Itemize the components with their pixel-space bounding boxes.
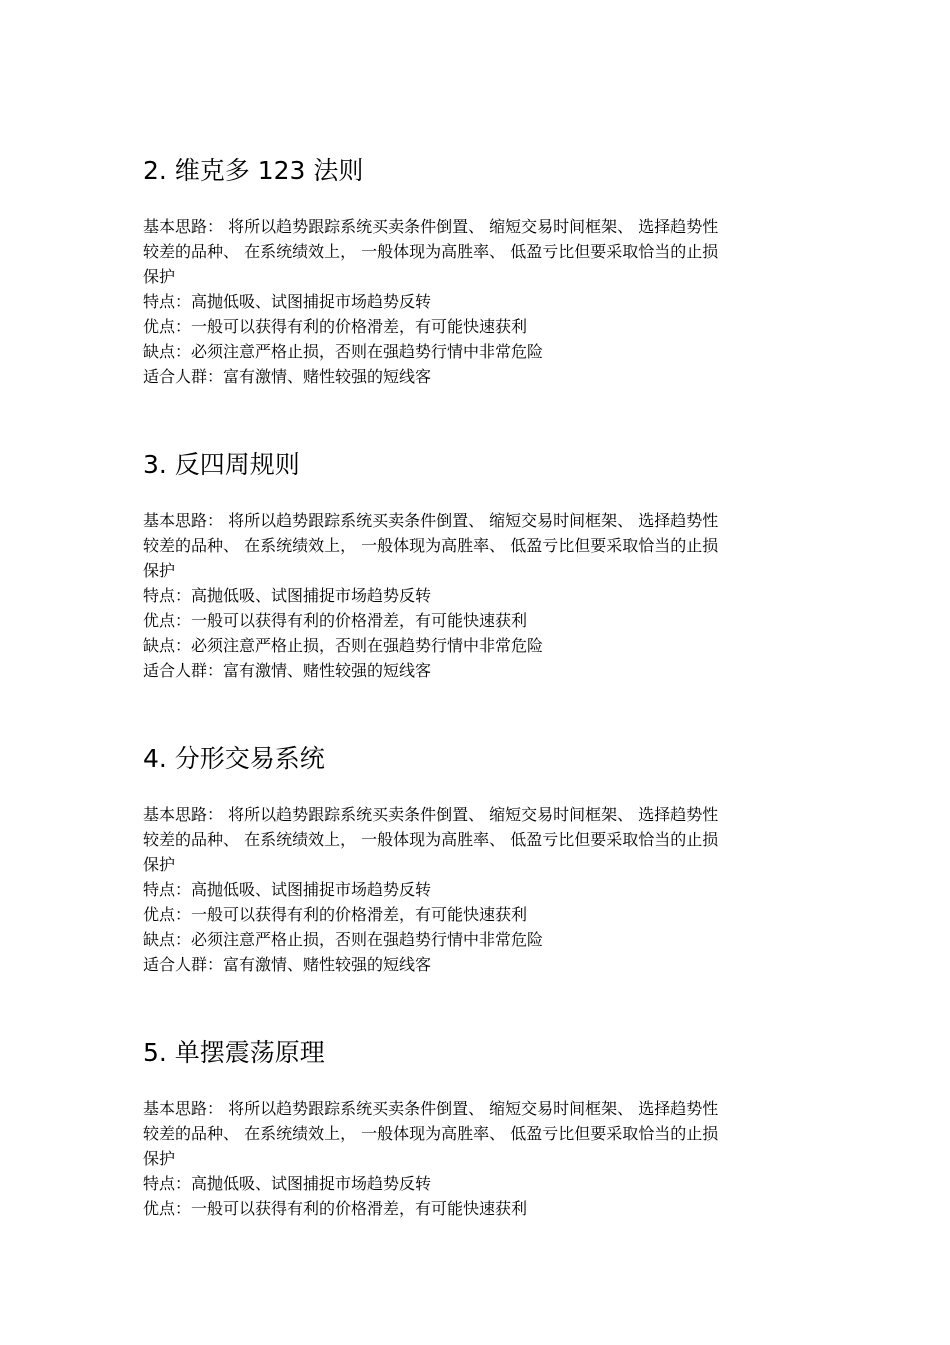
advantage-line: 优点：一般可以获得有利的价格滑差，有可能快速获利 [143,611,528,630]
basic-idea-line-2: 较差的品种、 在系统绩效上， 一般体现为高胜率、 低盈亏比但要采取恰当的止损 [143,536,719,555]
feature-line: 特点：高抛低吸、试图捕捉市场趋势反转 [143,292,432,311]
section-title: 5. 单摆震荡原理 [143,1038,325,1067]
section-body [143,1096,823,1221]
section-title: 2. 维克多 123 法则 [143,156,364,185]
section-fractal-system [143,744,823,977]
basic-idea-line-2: 较差的品种、 在系统绩效上， 一般体现为高胜率、 低盈亏比但要采取恰当的止损 [143,1124,719,1143]
advantage-line: 优点：一般可以获得有利的价格滑差，有可能快速获利 [143,317,528,336]
audience-line: 适合人群：富有激情、赌性较强的短线客 [143,367,432,386]
section-body [143,802,823,977]
basic-idea-line-3: 保护 [143,855,176,874]
basic-idea-line-2: 较差的品种、 在系统绩效上， 一般体现为高胜率、 低盈亏比但要采取恰当的止损 [143,242,719,261]
section-title: 3. 反四周规则 [143,450,300,479]
section-reverse-four-week [143,450,823,683]
basic-idea-line-1: 基本思路： 将所以趋势跟踪系统买卖条件倒置、 缩短交易时间框架、 选择趋势性 [143,511,719,530]
disadvantage-line: 缺点：必须注意严格止损，否则在强趋势行情中非常危险 [143,342,544,361]
feature-line: 特点：高抛低吸、试图捕捉市场趋势反转 [143,586,432,605]
disadvantage-line: 缺点：必须注意严格止损，否则在强趋势行情中非常危险 [143,930,544,949]
basic-idea-line-3: 保护 [143,1149,176,1168]
section-title: 4. 分形交易系统 [143,744,325,773]
basic-idea-line-1: 基本思路： 将所以趋势跟踪系统买卖条件倒置、 缩短交易时间框架、 选择趋势性 [143,217,719,236]
disadvantage-line: 缺点：必须注意严格止损，否则在强趋势行情中非常危险 [143,636,544,655]
audience-line: 适合人群：富有激情、赌性较强的短线客 [143,955,432,974]
feature-line: 特点：高抛低吸、试图捕捉市场趋势反转 [143,880,432,899]
section-victor-123 [143,156,823,389]
section-body [143,508,823,683]
basic-idea-line-2: 较差的品种、 在系统绩效上， 一般体现为高胜率、 低盈亏比但要采取恰当的止损 [143,830,719,849]
section-body [143,214,823,389]
basic-idea-line-1: 基本思路： 将所以趋势跟踪系统买卖条件倒置、 缩短交易时间框架、 选择趋势性 [143,1099,719,1118]
basic-idea-line-1: 基本思路： 将所以趋势跟踪系统买卖条件倒置、 缩短交易时间框架、 选择趋势性 [143,805,719,824]
section-pendulum-oscillation [143,1038,823,1221]
feature-line: 特点：高抛低吸、试图捕捉市场趋势反转 [143,1174,432,1193]
advantage-line: 优点：一般可以获得有利的价格滑差，有可能快速获利 [143,1199,528,1218]
advantage-line: 优点：一般可以获得有利的价格滑差，有可能快速获利 [143,905,528,924]
basic-idea-line-3: 保护 [143,267,176,286]
basic-idea-line-3: 保护 [143,561,176,580]
audience-line: 适合人群：富有激情、赌性较强的短线客 [143,661,432,680]
